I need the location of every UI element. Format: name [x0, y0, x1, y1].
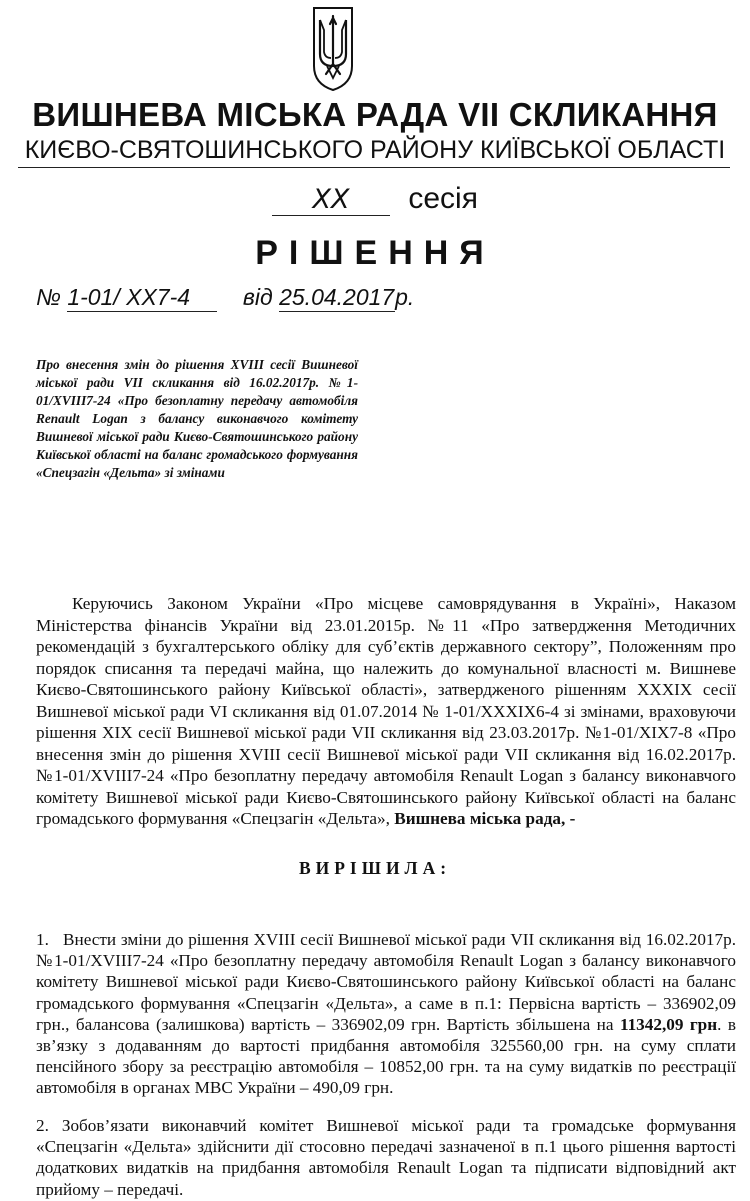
preamble-text: Керуючись Законом України «Про місцеве самоврядування в Україні», Наказом Міністерства фінансів України від 23.01.2015р. №11 «Про затвердження Методичних рекомендацій з бухгалтерського обліку для суб’єктів державного сектору”, Положенням про порядок списання та передачі майна, що належить до комунальної власності м. Вишневе Києво-Святошинського району Київської області», затвердженого рішенням XXXIX сесії Вишневої міської ради VI скликання від 01.07.2014 № 1-01/XXXIX6-4 зі змінами, враховуючи рішення XIX сесії Вишневої міської ради VII скликання від 23.03.2017р. №1-01/XIX7-8 «Про внесення змін до рішення XVIII сесії Вишневої міської ради VII скликання від 16.02.2017р. №1-01/XVIII7-24 «Про безоплатну передачу автомобіля Renault Logan з балансу виконавчого комітету Вишневої міської ради Києво-Святошинського району Київської області на баланс громадського формування «Спецзагін «Дельта»,: [36, 594, 736, 828]
resolution-point-1: [36, 929, 736, 1099]
trident-coat-of-arms-icon: [311, 4, 355, 92]
point-text: Зобов’язати виконавчий комітет Вишневої міської ради та громадське формування «Спецзагін «Дельта» здійснити дії стосовно передачі зазначеної в п.1 цього рішення вартості додаткових видатків на придбання автомобіля Renault Logan та підписати відповідний акт прийому – передачі.: [36, 1116, 736, 1199]
point-text: Внести зміни до рішення XVIII сесії Вишневої міської ради VII скликання від 16.02.2017р. №1-01/XVIII7-24 «Про безоплатну передачу автомобіля Renault Logan з балансу виконавчого комітету Вишневої міської ради Києво-Святошинського району Київської області на баланс громадського формування «Спецзагін «Дельта», а саме в п.1: Первісна вартість – 336902,09 грн., балансова (залишкова) вартість – 336902,09 грн. Вартість збільшена на: [36, 930, 736, 1034]
decision-number: 1-01/ XX7-4: [67, 284, 217, 312]
council-resolves: Вишнева міська рада, -: [394, 809, 576, 828]
session-number: XX: [272, 185, 390, 216]
decision-number-line: [36, 284, 414, 312]
decision-date: 25.04.2017: [279, 284, 395, 310]
preamble-paragraph: [36, 593, 736, 830]
date-suffix: р.: [395, 284, 415, 310]
resolution-point-2: [36, 1115, 736, 1200]
session-line: [0, 182, 750, 216]
date-prefix: від: [242, 284, 273, 310]
number-prefix: №: [36, 284, 61, 310]
point-number: 2.: [36, 1116, 49, 1135]
council-name: ВИШНЕВА МІСЬКА РАДА VII СКЛИКАННЯ: [32, 96, 718, 133]
amount-increase: 11342,09 грн: [619, 1014, 718, 1034]
point-number: 1.: [36, 930, 49, 949]
point-text-continued: . в зв’язку з додаванням до вартості придбання автомобіля 325560,00 грн. на суму сплати пенсійного збору за реєстрацію автомобіля – 10852,00 грн. та на суму видатків по реєстрації автомобіля в органах МВС України – 490,09 грн.: [36, 1014, 736, 1098]
decision-subject: Про внесення змін до рішення XVIII сесії Вишневої міської ради VII скликання від 16.02.2017р. №1-01/XVIII7-24 «Про безоплатну передачу автомобіля Renault Logan з балансу виконавчого комітету Вишневої міської ради Києво-Святошинського району Київської області на баланс громадського формування «Спецзагін «Дельта» зі змінами: [36, 357, 358, 480]
session-label: сесія: [408, 182, 478, 215]
council-district: КИЄВО-СВЯТОШИНСЬКОГО РАЙОНУ КИЇВСЬКОЇ ОБЛАСТІ: [24, 136, 726, 164]
header-divider: [18, 167, 730, 168]
resolved-heading: ВИРІШИЛА:: [298, 858, 452, 878]
document-type-title: РІШЕННЯ: [255, 234, 495, 272]
